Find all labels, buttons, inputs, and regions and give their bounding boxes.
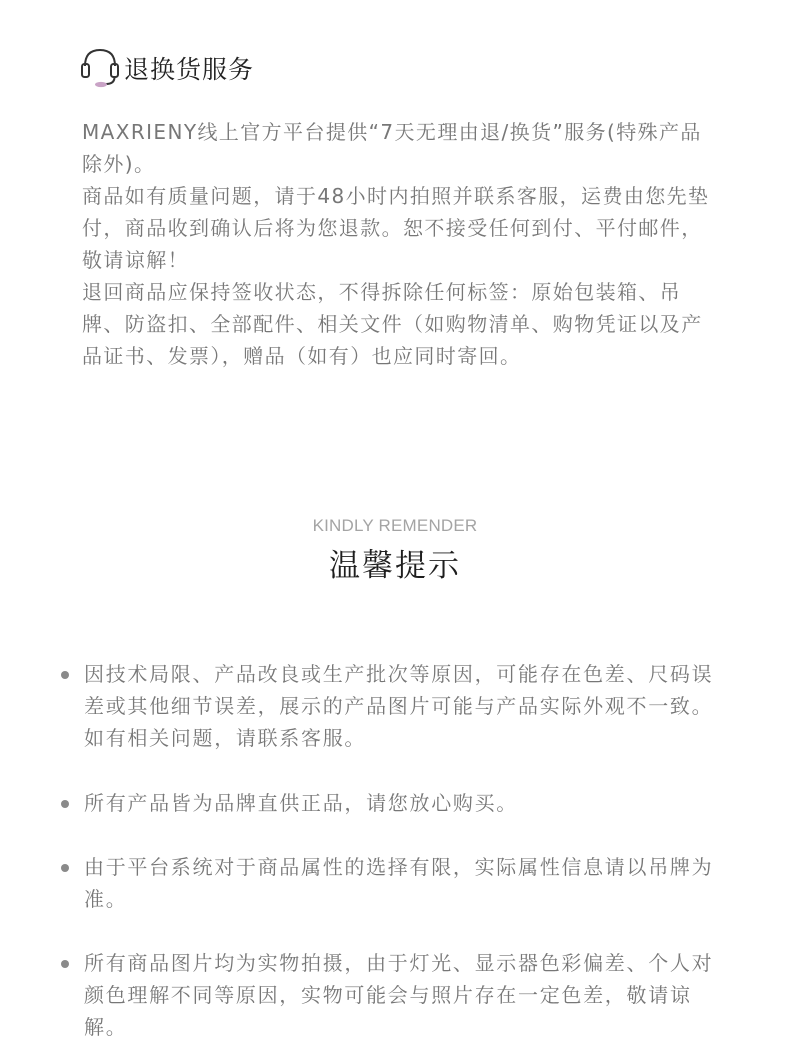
list-item (84, 787, 714, 819)
bullet-icon (61, 671, 69, 679)
list-item (84, 851, 714, 915)
reminder-title: 温馨提示 (329, 548, 461, 584)
list-item-text: 因技术局限、产品改良或生产批次等原因，可能存在色差、尺码误差或其他细节误差，展示的产品图片可能与产品实际外观不一致。如有相关问题，请联系客服。 (84, 662, 714, 750)
list-item-text: 所有产品皆为品牌直供正品，请您放心购买。 (84, 791, 518, 815)
bullet-icon (61, 800, 69, 808)
headset-icon (80, 46, 120, 90)
section-title: 退换货服务 (124, 55, 255, 84)
list-item-text: 所有商品图片均为实物拍摄，由于灯光、显示器色彩偏差、个人对颜色理解不同等原因，实物可能会与照片存在一定色差，敬请谅解。 (84, 951, 714, 1039)
bullet-icon (61, 864, 69, 872)
return-policy-text (82, 116, 712, 372)
list-item-text: 由于平台系统对于商品属性的选择有限，实际属性信息请以吊牌为准。 (84, 855, 714, 911)
list-item (84, 658, 714, 754)
policy-paragraph: MAXRIENY线上官方平台提供“7天无理由退/换货”服务(特殊产品除外)。 (82, 120, 702, 176)
bullet-icon (61, 960, 69, 968)
reminder-subtitle: KINDLY REMENDER (312, 516, 478, 535)
policy-paragraph: 退回商品应保持签收状态，不得拆除任何标签：原始包装箱、吊牌、防盗扣、全部配件、相关文件（如购物清单、购物凭证以及产品证书、发票），赠品（如有）也应同时寄回。 (82, 280, 703, 368)
policy-paragraph: 商品如有质量问题，请于48小时内拍照并联系客服，运费由您先垫付，商品收到确认后将为您退款。恕不接受任何到付、平付邮件，敬请谅解！ (82, 184, 710, 272)
return-service-header (80, 46, 254, 90)
